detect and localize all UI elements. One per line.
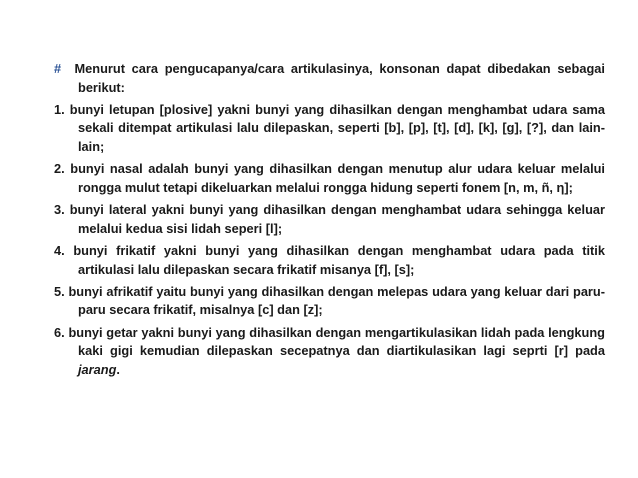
list-item-4 [54,242,605,279]
slide-content [54,60,605,383]
intro-text: Menurut cara pengucapanya/cara artikulasinya, konsonan dapat dibedakan sebagai berikut: [74,61,605,95]
list-item-number: 1. [54,101,65,117]
list-item-6 [54,324,605,380]
intro-paragraph [54,60,605,97]
list-item-number: 5. [54,283,65,299]
list-item-number: 6. [54,324,65,340]
list-item-end: . [116,361,120,377]
list-item-3 [54,201,605,238]
list-item-text: bunyi letupan [plosive] yakni bunyi yang dihasilkan dengan menghambat udara sama sekali ditempat artikulasi lalu dilepaskan, seperti [b], [p], [t], [d], [k], [g], [?], dan lain-lain; [69,101,606,154]
list-item-1 [54,101,605,157]
list-item-text: bunyi nasal adalah bunyi yang dihasilkan dengan menutup alur udara keluar melalui rongga mulut tetapi dikeluarkan melalui rongga hidung seperti fonem [n, m, ñ, η]; [70,161,605,195]
list-item-text: bunyi lateral yakni bunyi yang dihasilkan dengan menghambat udara sehingga keluar melalui kedua sisi lidah seperi [l]; [69,202,605,236]
list-item-number: 3. [54,202,65,218]
hash-marker: # [54,61,62,76]
list-item-5 [54,283,605,320]
list-item-2 [54,160,605,197]
italic-word: jarang [78,361,117,377]
list-item-text: bunyi afrikatif yaitu bunyi yang dihasilkan dengan melepas udara yang keluar dari paru-paru secara frikatif, misalnya [c] dan [z]; [68,283,605,318]
list-item-number: 2. [54,161,65,177]
list-item-text: bunyi frikatif yakni bunyi yang dihasilkan dengan menghambat udara pada titik artikulasi lalu dilepaskan secara frikatif misanya [f], [s]; [73,243,605,277]
list-item-text: bunyi getar yakni bunyi yang dihasilkan dengan mengartikulasikan lidah pada lengkung kaki gigi kemudian dilepaskan secepatnya dan diartikulasikan lagi seprti [r] pada [68,324,606,359]
list-item-number: 4. [54,243,65,259]
